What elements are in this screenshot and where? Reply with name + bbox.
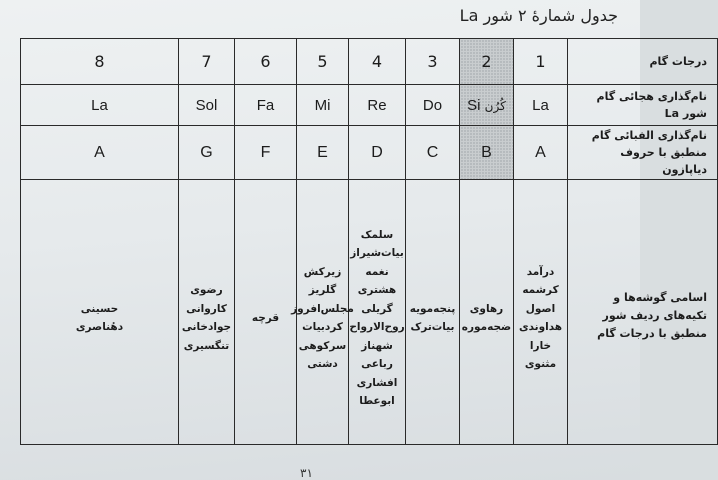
gushe-cell-1: [514, 180, 568, 445]
letter-cell-2: B: [460, 126, 514, 180]
syllable-cell-5: Mi: [297, 85, 349, 126]
gushe-name: رهاوی: [469, 302, 504, 315]
gushe-name: ابوعطا: [359, 395, 395, 407]
letter-cell-1: A: [514, 126, 568, 180]
gushe-cell-6: [235, 180, 297, 445]
shur-la-scale-table: [20, 38, 718, 445]
degree-cell-5: 5: [297, 39, 349, 85]
gushe-cell-5: [291, 180, 354, 445]
gushe-list: [460, 288, 513, 337]
degree-cell-6: 6: [235, 39, 297, 85]
letter-cell-3: C: [406, 126, 460, 180]
gushe-list: [235, 297, 296, 328]
gushe-name: مثنوی: [524, 358, 557, 370]
degree-cell-8: 8: [21, 39, 179, 85]
gushe-list: [514, 251, 567, 374]
gushe-name: پنجه‌مویه: [409, 302, 456, 315]
gushe-list: [406, 288, 459, 337]
degree-cell-4: 4: [349, 39, 406, 85]
gushe-cell-4: [349, 180, 406, 445]
degree-cell-1: 1: [514, 39, 568, 85]
syllable-cell-1: La: [514, 85, 568, 126]
degrees-row: [21, 39, 718, 85]
alphabetic-row-label: نام‌گذاری الفبائی گام منطبق با حروف دیاپازون: [568, 126, 718, 180]
gushe-name: کردبیات: [302, 321, 343, 333]
syllable-cell-2: [460, 85, 514, 126]
gushe-cell-8: [21, 180, 179, 445]
gushe-name: ضجه‌موره: [461, 321, 512, 333]
gushe-name: نغمه: [365, 265, 389, 278]
gushe-name: خارا: [529, 339, 552, 352]
gushe-cell-2: [460, 180, 514, 445]
gushe-name: مجلس‌افروز: [291, 302, 354, 315]
gushe-name: روح‌الارواح: [349, 321, 405, 333]
letter-cell-8: A: [21, 126, 179, 180]
page-number: ۳۱: [300, 466, 313, 480]
gushe-name: درآمد: [526, 265, 555, 278]
gushe-name: هشتری: [357, 284, 397, 296]
gushe-name: گلریز: [308, 284, 337, 296]
gushe-name: زیرکش: [303, 265, 342, 278]
gushe-row: [21, 180, 718, 445]
letter-cell-5: E: [297, 126, 349, 180]
gushe-name: بیات‌ترک: [410, 321, 455, 333]
gushe-name: دهٔناصری: [75, 321, 124, 333]
syllable-text-2: Si: [467, 96, 481, 114]
gushe-cell-3: [406, 180, 460, 445]
gushe-name: کرشمه: [522, 284, 559, 296]
gushe-name: تنگسیری: [183, 339, 230, 352]
letter-cell-6: F: [235, 126, 297, 180]
gushe-list: [291, 251, 354, 374]
gushe-list: [21, 288, 178, 337]
gushe-name: کاروانی: [186, 302, 227, 315]
gushe-name: دشتی: [307, 358, 338, 370]
gushe-name: گریلی: [361, 302, 393, 315]
gushe-list: [179, 269, 234, 355]
syllable-cell-8: La: [21, 85, 179, 126]
gushe-row-label: اسامی گوشه‌ها و تکیه‌های ردیف شور منطبق با درجات گام: [568, 180, 718, 445]
gushe-name: افشاری: [356, 376, 398, 389]
gushe-name: حسینی: [80, 302, 119, 315]
letter-cell-7: G: [179, 126, 235, 180]
gushe-name: سرکوهی: [298, 339, 347, 352]
degree-cell-3: 3: [406, 39, 460, 85]
gushe-name: رضوی: [190, 284, 223, 296]
syllabic-row: [21, 85, 718, 126]
gushe-cell-7: [179, 180, 235, 445]
alphabetic-row: [21, 126, 718, 180]
gushe-name: جوادخانی: [181, 321, 232, 333]
gushe-name: بیات‌شیراز: [350, 247, 404, 259]
gushe-name: قرچه: [251, 311, 280, 324]
gushe-list: [349, 214, 405, 411]
syllable-cell-4: Re: [349, 85, 406, 126]
degree-cell-7: 7: [179, 39, 235, 85]
degree-cell-2: 2: [460, 39, 514, 85]
koron-mark: کُرُن: [484, 98, 506, 113]
syllable-cell-3: Do: [406, 85, 460, 126]
gushe-name: سلمک: [360, 228, 394, 241]
gushe-name: اصول: [525, 302, 556, 315]
syllable-cell-7: Sol: [179, 85, 235, 126]
gushe-name: هداوندی: [518, 321, 563, 333]
degrees-row-label: درجات گام: [568, 39, 718, 85]
syllable-cell-6: Fa: [235, 85, 297, 126]
gushe-name: شهناز: [361, 339, 393, 352]
letter-cell-4: D: [349, 126, 406, 180]
gushe-name: رباعی: [361, 358, 393, 370]
syllabic-row-label: نام‌گذاری هجائی گام شور La: [568, 85, 718, 126]
table-caption: جدول شمارهٔ ۲ شور La: [459, 6, 618, 25]
